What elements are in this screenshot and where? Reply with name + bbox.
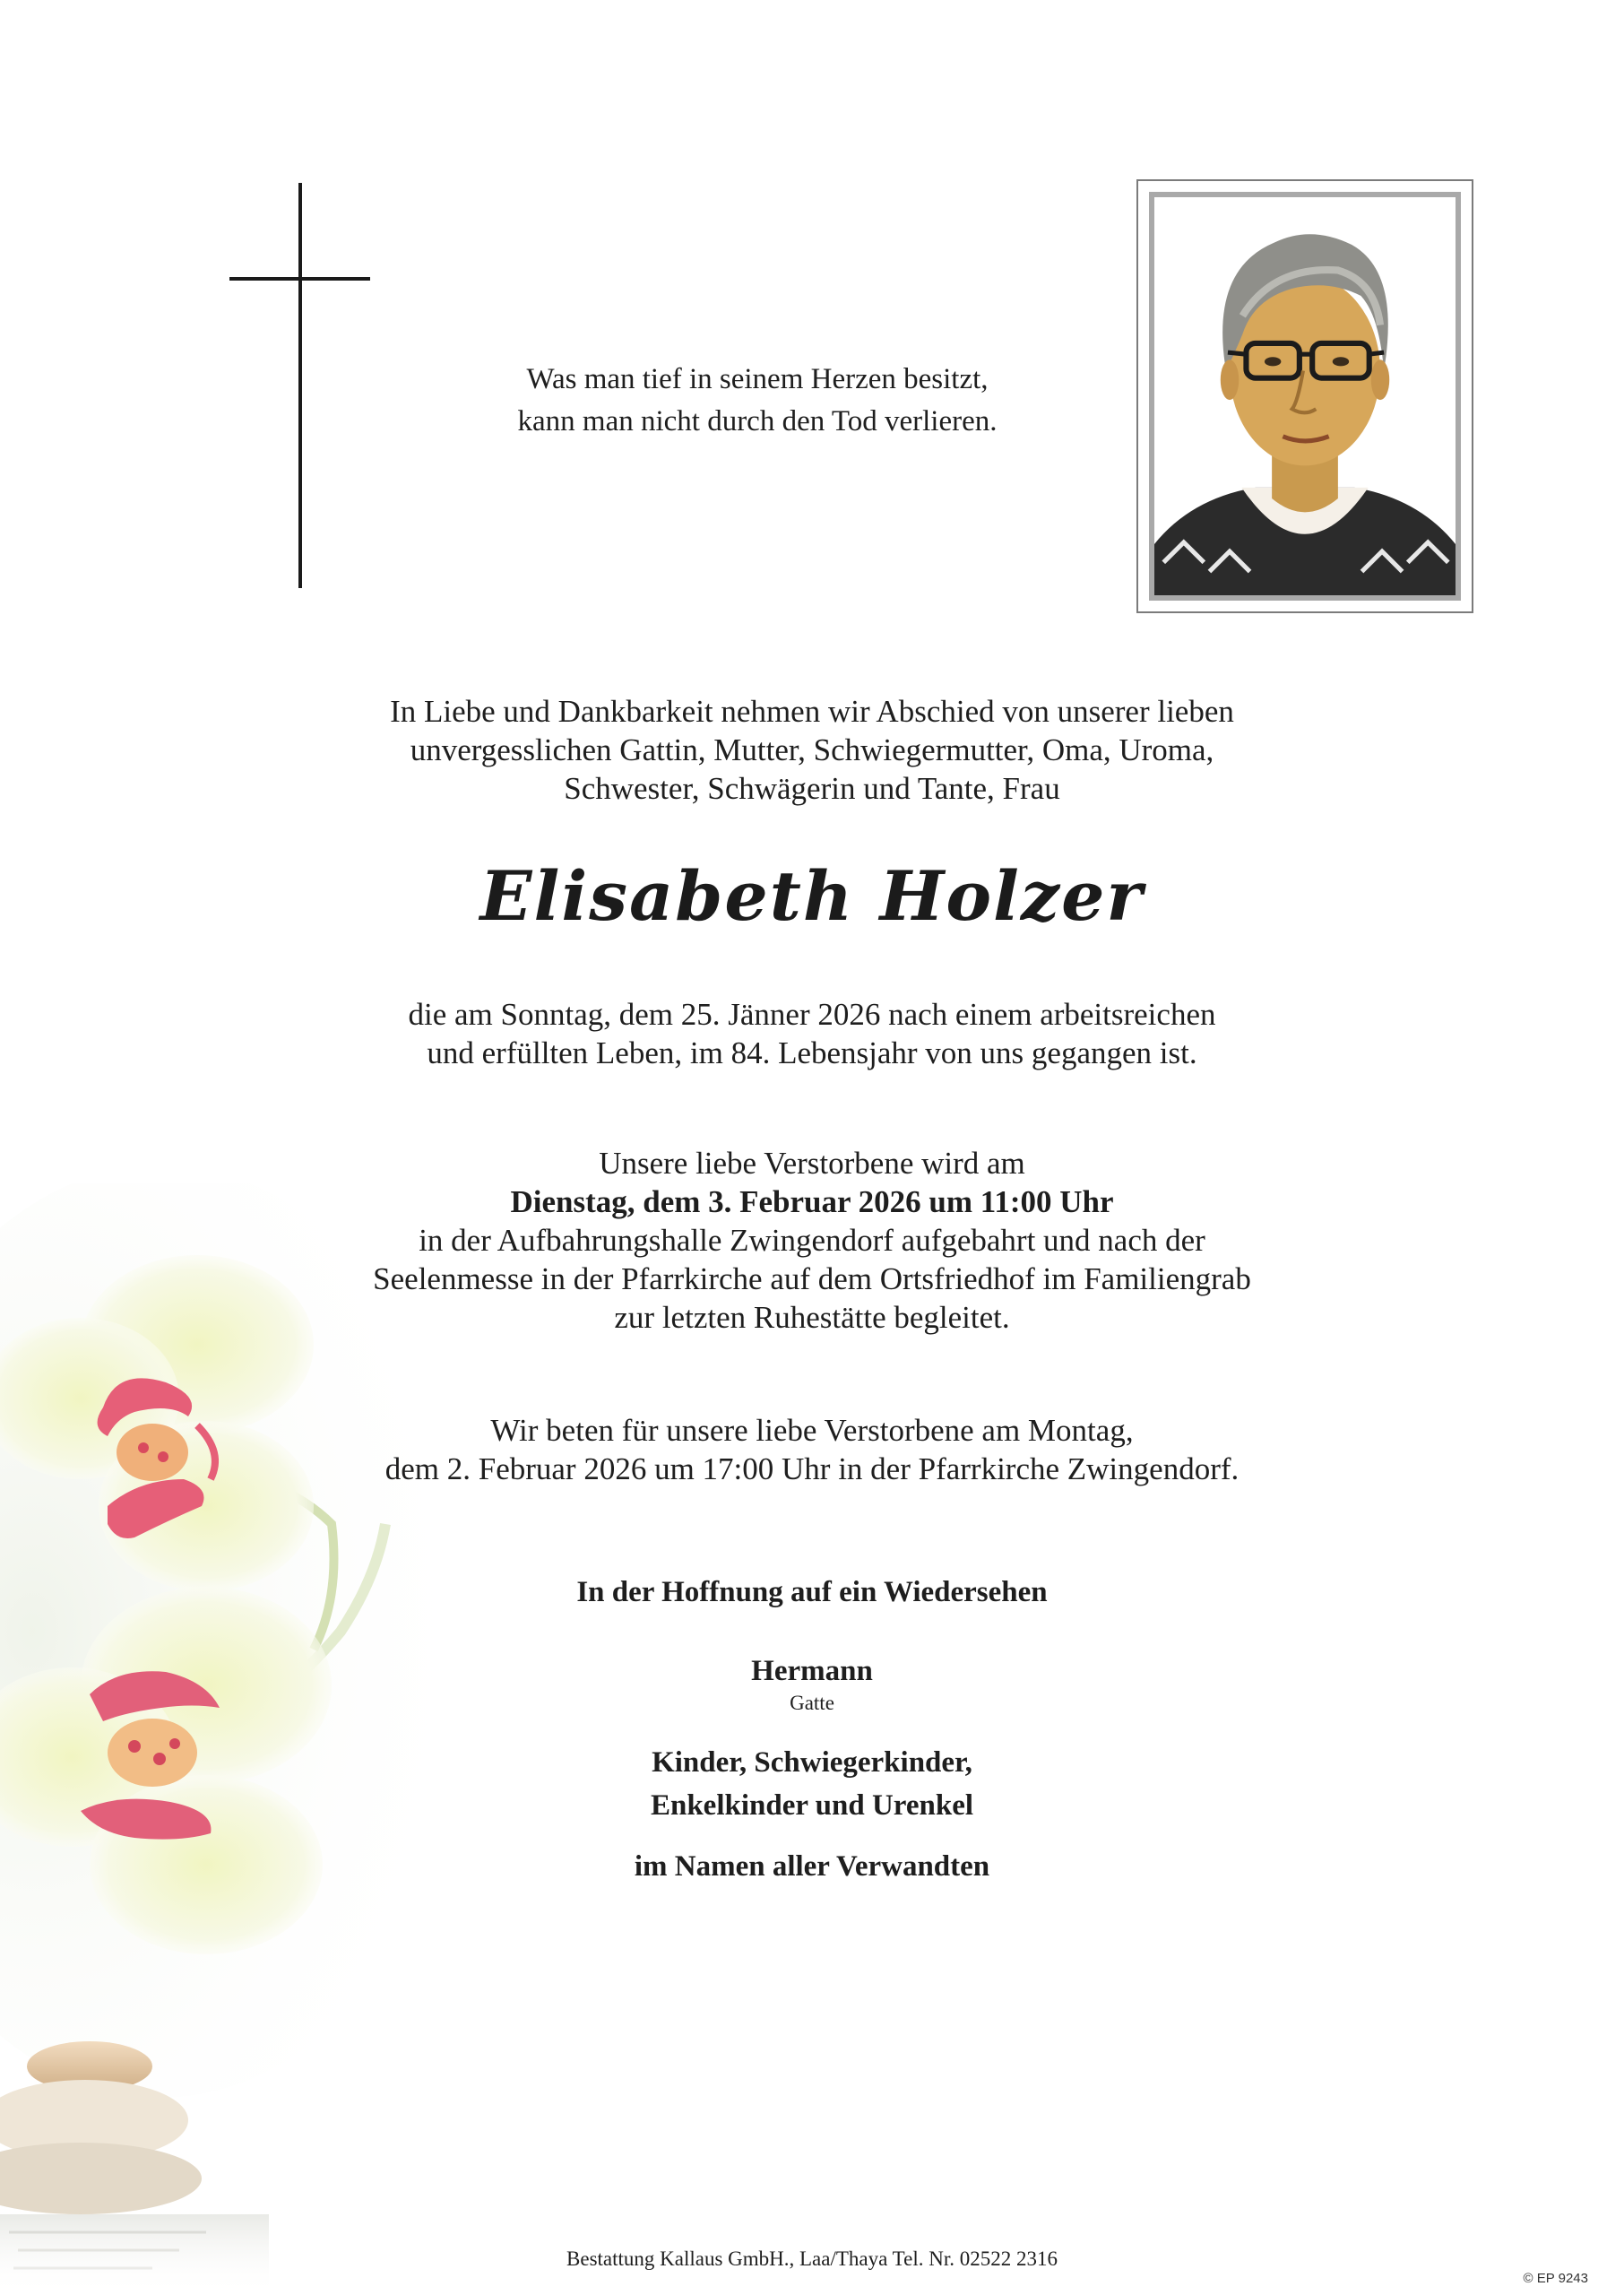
cross-horizontal-bar [229,277,370,281]
family-line: Enkelkinder und Urenkel [650,1789,974,1822]
prayer-details [185,1411,1439,1488]
hope-line: In der Hoffnung auf ein Wiedersehen [576,1576,1048,1608]
orchid-stones-decoration [0,1183,807,2295]
funeral-line: zur letzten Ruhestätte begleitet. [614,1300,1010,1335]
death-line: und erfüllten Leben, im 84. Lebensjahr von uns gegangen ist. [427,1035,1197,1070]
funeral-line: Unsere liebe Verstorbene wird am [599,1146,1025,1181]
intro-line: unvergesslichen Gattin, Mutter, Schwiegermutter, Oma, Uroma, [410,732,1214,767]
portrait-photo [1149,192,1461,601]
spouse-role: Gatte [790,1692,834,1714]
deceased-name: Elisabeth Holzer [479,856,1145,936]
death-line: die am Sonntag, dem 25. Jänner 2026 nach einem arbeitsreichen [408,997,1216,1032]
funeral-line: in der Aufbahrungshalle Zwingendorf aufgebahrt und nach der [419,1223,1205,1258]
intro-line: Schwester, Schwägerin und Tante, Frau [564,771,1060,806]
funeral-line: Seelenmesse in der Pfarrkirche auf dem Ortsfriedhof im Familiengrab [373,1261,1251,1296]
intro-text [185,692,1439,808]
family-line: Kinder, Schwiegerkinder, [652,1746,972,1779]
prayer-line: Wir beten für unsere liebe Verstorbene am Montag, [490,1413,1134,1448]
death-notice [185,995,1439,1072]
portrait-illustration [1154,197,1456,595]
relatives-line: im Namen aller Verwandten [634,1850,990,1883]
cross-vertical-bar [298,183,302,588]
funeral-details [185,1144,1439,1337]
funeral-date: Dienstag, dem 3. Februar 2026 um 11:00 Uhr [510,1184,1114,1219]
motto-line: kann man nicht durch den Tod verlieren. [517,405,998,437]
portrait-frame [1136,179,1473,613]
prayer-line: dem 2. Februar 2026 um 17:00 Uhr in der Pfarrkirche Zwingendorf. [384,1451,1240,1486]
motto-quote [448,359,1067,443]
spouse-name: Hermann [751,1655,873,1687]
product-code: © EP 9243 [1523,2271,1588,2286]
intro-line: In Liebe und Dankbarkeit nehmen wir Abschied von unserer lieben [390,694,1234,729]
motto-line: Was man tief in seinem Herzen besitzt, [526,363,989,395]
family-mourners [185,1741,1439,1827]
undertaker-footer: Bestattung Kallaus GmbH., Laa/Thaya Tel. Nr. 02522 2316 [566,2247,1058,2270]
